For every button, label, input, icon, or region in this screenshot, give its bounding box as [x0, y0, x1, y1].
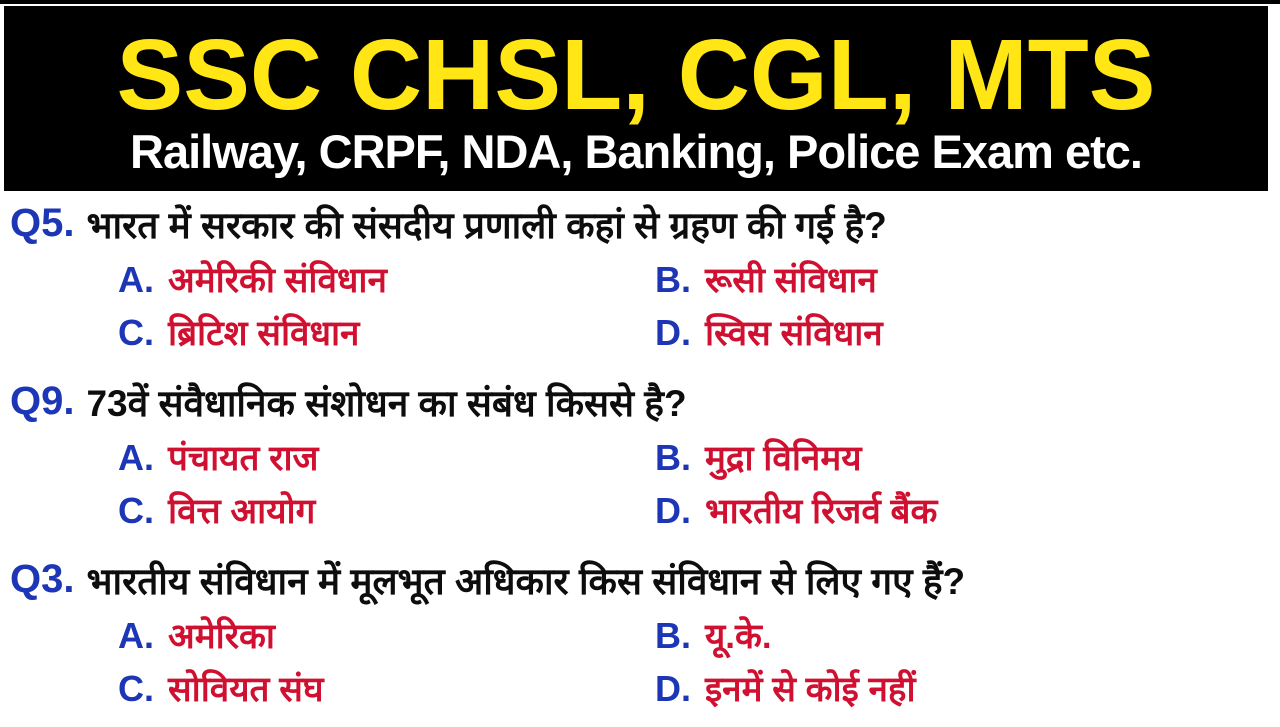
- question-text: भारत में सरकार की संसदीय प्रणाली कहां से ग्रहण की गई है?: [86, 204, 887, 246]
- quiz-option: [655, 253, 1280, 306]
- option-text: रूसी संविधान: [705, 261, 877, 300]
- quiz-option: [118, 662, 655, 715]
- option-letter: C.: [118, 489, 154, 531]
- option-text: ब्रिटिश संविधान: [168, 314, 360, 353]
- option-text: स्विस संविधान: [705, 314, 883, 353]
- quiz-option: [118, 253, 655, 306]
- option-letter: D.: [655, 667, 691, 709]
- header-banner: [4, 6, 1268, 191]
- option-letter: C.: [118, 667, 154, 709]
- quiz-option: [118, 431, 655, 484]
- quiz-option: [118, 484, 655, 537]
- question-label: Q5.: [10, 200, 75, 245]
- quiz-content: [0, 193, 1280, 727]
- option-text: अमेरिकी संविधान: [168, 261, 387, 300]
- option-letter: A.: [118, 258, 154, 300]
- option-text: इनमें से कोई नहीं: [705, 670, 916, 709]
- option-text: यू.के.: [705, 617, 772, 656]
- exam-title: SSC CHSL, CGL, MTS: [116, 18, 1156, 131]
- quiz-option: [655, 662, 1280, 715]
- option-text: भारतीय रिजर्व बैंक: [705, 492, 938, 531]
- question-block-q9: [0, 371, 1280, 537]
- options-grid: [0, 431, 1280, 537]
- quiz-option: [655, 609, 1280, 662]
- option-letter: A.: [118, 614, 154, 656]
- options-grid: [0, 609, 1280, 715]
- quiz-option: [655, 484, 1280, 537]
- option-letter: C.: [118, 311, 154, 353]
- quiz-option: [655, 306, 1280, 359]
- option-text: वित्त आयोग: [168, 492, 316, 531]
- options-grid: [0, 253, 1280, 359]
- question-line: [0, 371, 1280, 431]
- question-block-q5: [0, 193, 1280, 359]
- option-text: अमेरिका: [168, 617, 275, 656]
- quiz-option: [118, 609, 655, 662]
- question-text: 73वें संवैधानिक संशोधन का संबंध किससे है?: [86, 382, 687, 424]
- question-text: भारतीय संविधान में मूलभूत अधिकार किस संविधान से लिए गए हैं?: [86, 560, 966, 602]
- question-line: [0, 193, 1280, 253]
- option-letter: A.: [118, 436, 154, 478]
- quiz-option: [118, 306, 655, 359]
- option-text: मुद्रा विनिमय: [705, 439, 862, 478]
- top-border-strip: [0, 0, 1280, 4]
- exam-subtitle: Railway, CRPF, NDA, Banking, Police Exam etc.: [130, 124, 1142, 178]
- question-label: Q9.: [10, 378, 75, 423]
- option-text: पंचायत राज: [168, 439, 319, 478]
- option-letter: B.: [655, 258, 691, 300]
- quiz-option: [655, 431, 1280, 484]
- option-text: सोवियत संघ: [168, 670, 324, 709]
- option-letter: D.: [655, 489, 691, 531]
- option-letter: D.: [655, 311, 691, 353]
- option-letter: B.: [655, 614, 691, 656]
- option-letter: B.: [655, 436, 691, 478]
- question-label: Q3.: [10, 556, 75, 601]
- question-line: [0, 549, 1280, 609]
- question-block-q3: [0, 549, 1280, 715]
